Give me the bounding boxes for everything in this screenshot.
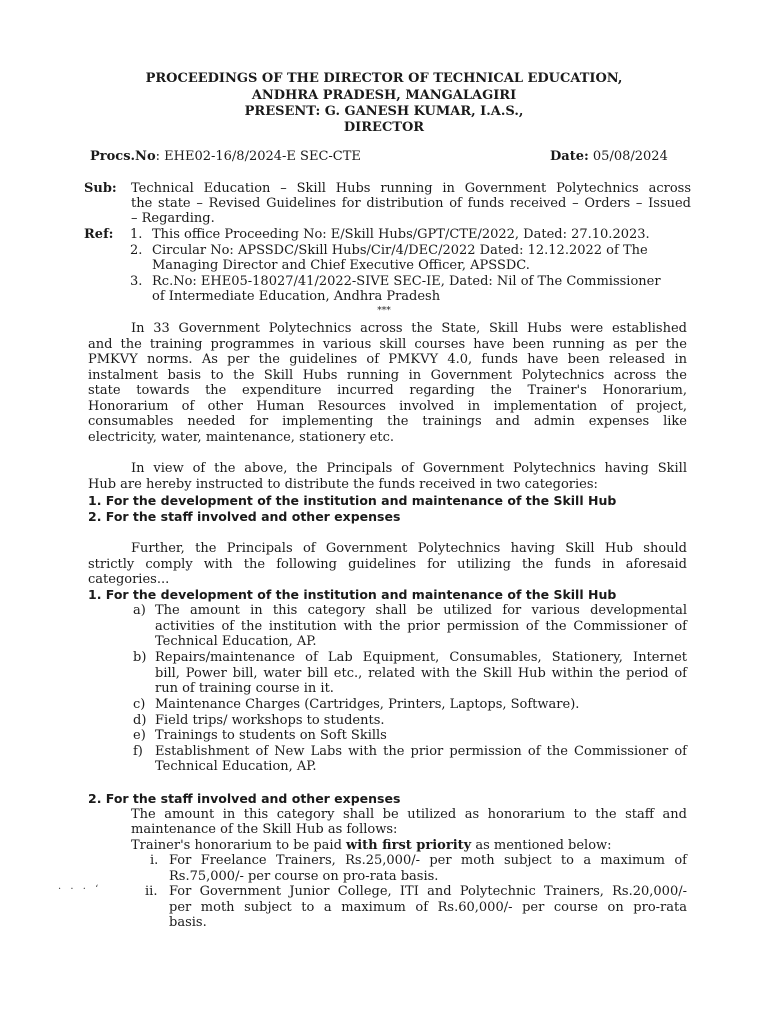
item-e-label: e) <box>133 728 146 743</box>
ref-3-line-2: of Intermediate Education, Andhra Pradesh <box>152 289 441 304</box>
ref-2-line-2: Managing Director and Chief Executive Officer, APSSDC. <box>152 258 530 273</box>
section1-heading: 1. For the development of the institution and maintenance of the Skill Hub <box>88 587 617 602</box>
item-e-line-1: Trainings to students on Soft Skills <box>155 728 387 743</box>
item-ii-line-2: per moth subject to a maximum of Rs.60,000/- per course on pro-rata <box>169 900 687 915</box>
para1-line-3: PMKVY norms. As per the guidelines of PMKVY 4.0, funds have been released in <box>88 352 687 367</box>
item-f-line-1: Establishment of New Labs with the prior permission of the Commissioner of <box>155 744 687 759</box>
priority-post: as mentioned below: <box>471 838 612 853</box>
header-line-4: DIRECTOR <box>343 120 425 135</box>
priority-pre: Trainer's honorarium to be paid <box>131 838 347 853</box>
subject-line-2: the state – Revised Guidelines for distribution of funds received – Orders – Issued <box>131 196 691 211</box>
ref-label: Ref: <box>84 227 114 242</box>
procs-value: : EHE02-16/8/2024-E SEC-CTE <box>155 149 361 164</box>
item-a-line-3: Technical Education, AP. <box>155 634 317 649</box>
priority-emphasis: with first priority <box>346 838 472 853</box>
section2-intro-line-2: maintenance of the Skill Hub as follows: <box>131 822 398 837</box>
ref-2-line-1: Circular No: APSSDC/Skill Hubs/Cir/4/DEC/2022 Dated: 12.12.2022 of The <box>152 243 648 258</box>
item-ii-line-1: For Government Junior College, ITI and Polytechnic Trainers, Rs.20,000/- <box>169 884 687 899</box>
item-f-label: f) <box>133 744 143 759</box>
subject-line-3: – Regarding. <box>131 211 215 226</box>
item-f-line-2: Technical Education, AP. <box>155 759 317 774</box>
procs-number <box>90 149 361 165</box>
para1-line-6: Honorarium of other Human Resources involved in implementation of project, <box>88 399 687 414</box>
subject-label: Sub: <box>84 181 117 196</box>
para1-line-5: state towards the expenditure incurred regarding the Trainer's Honorarium, <box>88 383 687 398</box>
item-b-line-2: bill, Power bill, water bill etc., related with the Skill Hub within the period of <box>155 666 687 681</box>
item-c-label: c) <box>133 697 146 712</box>
ref-3-number: 3. <box>130 274 143 289</box>
section2-intro-line-1: The amount in this category shall be utilized as honorarium to the staff and <box>131 807 687 822</box>
header-line-2: ANDHRA PRADESH, MANGALAGIRI <box>251 88 517 103</box>
item-b-line-3: run of training course in it. <box>155 681 334 696</box>
para1-line-4: instalment basis to the Skill Hubs running in Government Polytechnics across the <box>88 368 687 383</box>
item-b-label: b) <box>133 650 147 665</box>
item-d-label: d) <box>133 713 147 728</box>
category-2: 2. For the staff involved and other expenses <box>88 509 401 524</box>
ref-3-line-1: Rc.No: EHE05-18027/41/2022-SIVE SEC-IE, Dated: Nil of The Commissioner <box>152 274 661 289</box>
item-a-line-2: activities of the institution with the prior permission of the Commissioner of <box>155 619 687 634</box>
item-i-line-1: For Freelance Trainers, Rs.25,000/- per moth subject to a maximum of <box>169 853 687 868</box>
section2-heading: 2. For the staff involved and other expenses <box>88 791 401 806</box>
para3-line-3: categories... <box>88 572 170 587</box>
item-a-label: a) <box>133 603 146 618</box>
ref-1-number: 1. <box>130 227 143 242</box>
item-d-line-1: Field trips/ workshops to students. <box>155 713 385 728</box>
separator: *** <box>377 306 391 316</box>
item-ii-line-3: basis. <box>169 915 207 930</box>
ref-2-number: 2. <box>130 243 143 258</box>
item-i-line-2: Rs.75,000/- per course on pro-rata basis. <box>169 869 439 884</box>
item-a-line-1: The amount in this category shall be utilized for various developmental <box>155 603 687 618</box>
para2-line-1: In view of the above, the Principals of Government Polytechnics having Skill <box>131 461 687 476</box>
para3-line-2: strictly comply with the following guidelines for utilizing the funds in aforesaid <box>88 557 687 572</box>
scan-specks: · · · ‘ <box>58 884 102 895</box>
item-b-line-1: Repairs/maintenance of Lab Equipment, Consumables, Stationery, Internet <box>155 650 687 665</box>
procs-label: Procs.No <box>90 149 156 164</box>
header-line-3: PRESENT: G. GANESH KUMAR, I.A.S., <box>244 104 524 119</box>
para1-line-1: In 33 Government Polytechnics across the State, Skill Hubs were established <box>131 321 687 336</box>
date-label: Date: <box>550 149 589 164</box>
para3-line-1: Further, the Principals of Government Polytechnics having Skill Hub should <box>131 541 687 556</box>
item-ii-label: ii. <box>145 884 158 899</box>
item-i-label: i. <box>150 853 159 868</box>
para1-line-2: and the training programmes in various skill courses have been running as per the <box>88 337 687 352</box>
para1-line-7: consumables needed for implementing the trainings and admin expenses like <box>88 414 687 429</box>
date-value: 05/08/2024 <box>588 149 668 164</box>
para2-line-2: Hub are hereby instructed to distribute the funds received in two categories: <box>88 477 598 492</box>
ref-1-line-1: This office Proceeding No: E/Skill Hubs/GPT/CTE/2022, Dated: 27.10.2023. <box>152 227 650 242</box>
subject-line-1: Technical Education – Skill Hubs running in Government Polytechnics across <box>131 181 691 196</box>
para1-line-8: electricity, water, maintenance, stationery etc. <box>88 430 395 445</box>
header-line-1: PROCEEDINGS OF THE DIRECTOR OF TECHNICAL EDUCATION, <box>145 71 623 86</box>
priority-line <box>131 838 612 854</box>
item-c-line-1: Maintenance Charges (Cartridges, Printers, Laptops, Software). <box>155 697 580 712</box>
date <box>550 149 668 165</box>
category-1: 1. For the development of the institution and maintenance of the Skill Hub <box>88 493 617 508</box>
